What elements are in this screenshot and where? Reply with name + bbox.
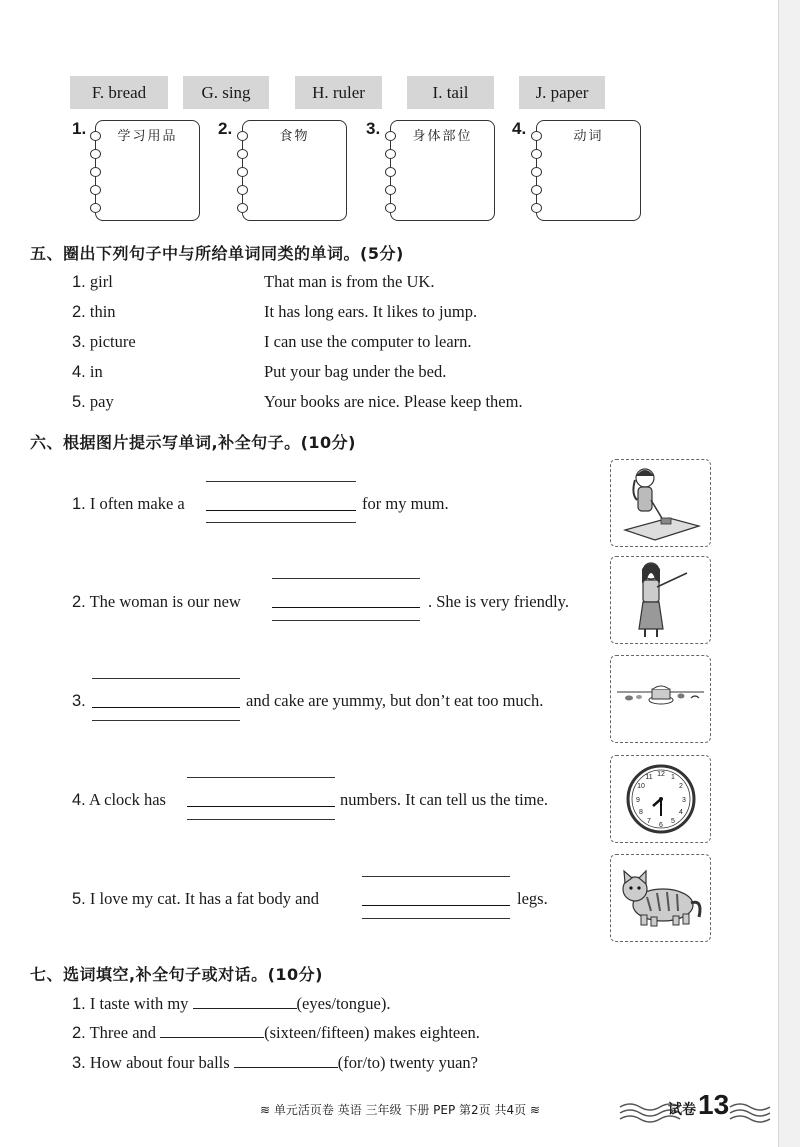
category-label: 身体部位 — [412, 129, 473, 144]
girl-making-card-icon — [611, 460, 710, 546]
writing-line-bottom — [187, 819, 335, 820]
badge-label: 试卷 — [668, 1102, 696, 1118]
svg-text:10: 10 — [637, 783, 645, 790]
svg-text:4: 4 — [679, 809, 683, 816]
cat-icon — [611, 855, 710, 941]
s5-item-word: 5. pay — [72, 392, 114, 411]
page-footer: ≋ 单元活页卷 英语 三年级 下册 PEP 第2页 共4页 ≋ — [260, 1103, 540, 1117]
writing-line-top — [187, 777, 335, 778]
fill-blank[interactable] — [234, 1053, 338, 1068]
s6-item-before: 3. — [72, 692, 86, 710]
s6-item-after: . She is very friendly. — [428, 592, 569, 611]
svg-text:6: 6 — [659, 822, 663, 829]
writing-line-bottom — [272, 620, 420, 621]
exam-badge — [618, 1089, 778, 1129]
picture-clock — [610, 755, 711, 843]
svg-text:12: 12 — [657, 771, 665, 778]
section-6-heading: 六、根据图片提示写单词,补全句子。(10分) — [30, 433, 356, 452]
s6-item-after: for my mum. — [362, 494, 449, 513]
writing-line-top — [272, 578, 420, 579]
s5-item-sentence[interactable]: Put your bag under the bed. — [264, 362, 447, 381]
writing-line-answer[interactable] — [206, 510, 356, 511]
fill-blank[interactable] — [193, 994, 297, 1009]
s5-item-word: 2. thin — [72, 302, 116, 321]
category-notebook — [390, 120, 495, 221]
badge-number: 13 — [698, 1089, 730, 1120]
category-number: 1. — [72, 119, 87, 138]
s6-item-before: 2. The woman is our new — [72, 592, 241, 611]
category-label: 食物 — [279, 129, 310, 144]
svg-text:1: 1 — [671, 774, 675, 781]
writing-line-bottom — [206, 522, 356, 523]
s6-item-after: legs. — [517, 889, 548, 908]
clock-icon — [611, 756, 710, 842]
svg-text:8: 8 — [639, 809, 643, 816]
s5-item-sentence[interactable]: That man is from the UK. — [264, 272, 435, 291]
writing-line-top — [92, 678, 240, 679]
writing-line-answer[interactable] — [187, 806, 335, 807]
word-bank-item: I. tail — [407, 76, 494, 109]
writing-line-answer[interactable] — [272, 607, 420, 608]
teacher-icon — [611, 557, 710, 643]
writing-line-bottom — [362, 918, 510, 919]
category-notebook — [242, 120, 347, 221]
s7-item: 1. I taste with my (eyes/tongue). — [72, 994, 391, 1013]
svg-text:11: 11 — [645, 774, 653, 781]
picture-fat-cat — [610, 854, 711, 942]
s6-item-before: 5. I love my cat. It has a fat body and — [72, 889, 319, 908]
category-number: 2. — [218, 119, 233, 138]
s5-item-word: 3. picture — [72, 332, 136, 351]
category-number: 4. — [512, 119, 527, 138]
section-7-heading: 七、选词填空,补全句子或对话。(10分) — [30, 965, 323, 984]
category-notebook — [95, 120, 200, 221]
writing-line-answer[interactable] — [362, 905, 510, 906]
svg-text:9: 9 — [636, 797, 640, 804]
category-notebook — [536, 120, 641, 221]
s5-item-word: 1. girl — [72, 272, 113, 291]
word-bank-item: H. ruler — [295, 76, 382, 109]
category-number: 3. — [366, 119, 381, 138]
category-label: 动词 — [573, 129, 604, 144]
word-bank-item: F. bread — [70, 76, 168, 109]
s5-item-word: 4. in — [72, 362, 103, 381]
s6-item-after: and cake are yummy, but don’t eat too much. — [246, 691, 544, 710]
writing-line-top — [362, 876, 510, 877]
writing-line-answer[interactable] — [92, 707, 240, 708]
s6-item-before: 1. I often make a — [72, 494, 185, 513]
s6-item-after: numbers. It can tell us the time. — [340, 790, 549, 809]
svg-text:3: 3 — [682, 797, 686, 804]
fill-blank[interactable] — [160, 1023, 264, 1038]
s7-item: 2. Three and (sixteen/fifteen) makes eighteen. — [72, 1023, 480, 1042]
svg-text:5: 5 — [671, 818, 675, 825]
word-bank-item: G. sing — [183, 76, 269, 109]
picture-girl-making-card — [610, 459, 711, 547]
s5-item-sentence[interactable]: I can use the computer to learn. — [264, 332, 472, 351]
picture-teacher-with-pointer — [610, 556, 711, 644]
cake-candy-icon — [611, 656, 710, 742]
word-bank-item: J. paper — [519, 76, 605, 109]
s5-item-sentence[interactable]: Your books are nice. Please keep them. — [264, 392, 523, 411]
picture-cake-and-candy — [610, 655, 711, 743]
s7-item: 3. How about four balls (for/to) twenty yuan? — [72, 1053, 478, 1072]
category-label: 学习用品 — [117, 129, 178, 144]
svg-text:7: 7 — [647, 818, 651, 825]
section-5-heading: 五、圈出下列句子中与所给单词同类的单词。(5分) — [30, 244, 404, 263]
s5-item-sentence[interactable]: It has long ears. It likes to jump. — [264, 302, 478, 321]
writing-line-bottom — [92, 720, 240, 721]
svg-text:2: 2 — [679, 783, 683, 790]
page-edge — [778, 0, 800, 1147]
s6-item-before: 4. A clock has — [72, 790, 166, 809]
writing-line-top — [206, 481, 356, 482]
